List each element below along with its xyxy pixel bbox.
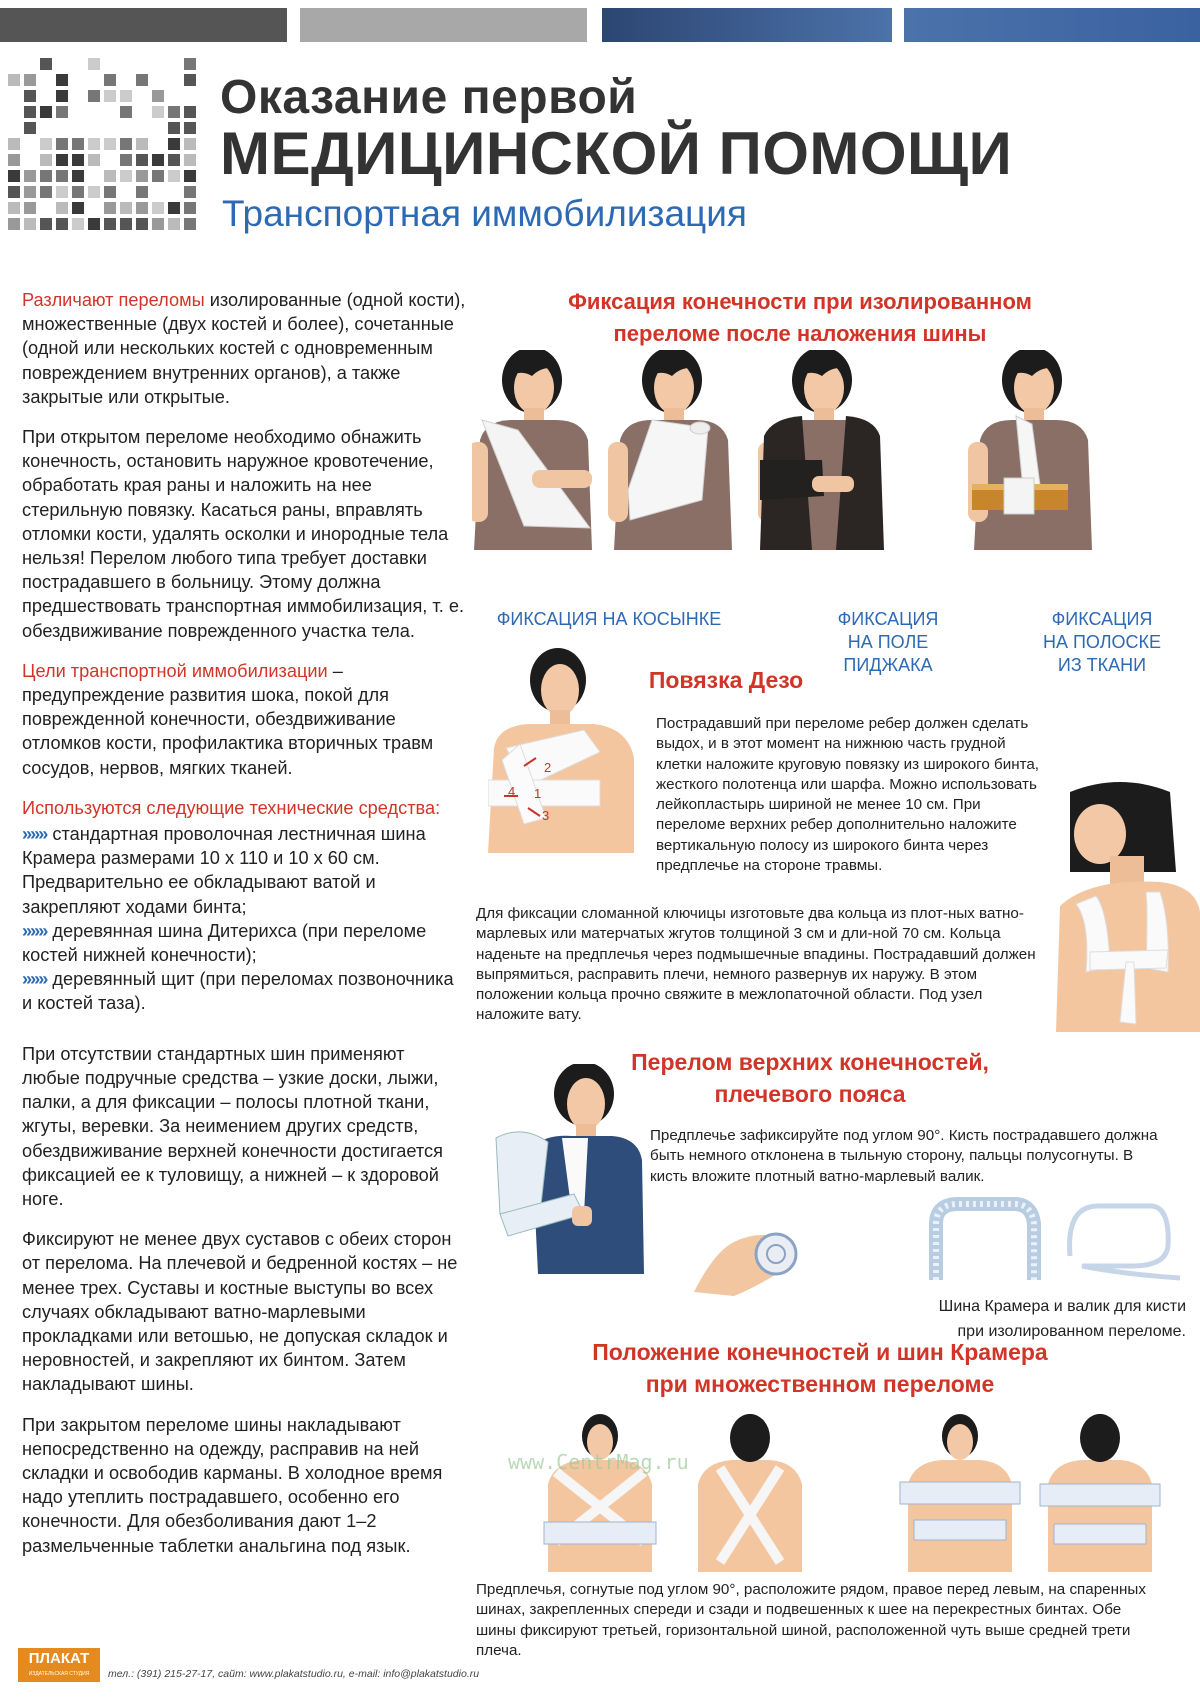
page-title-line1: Оказание первой — [220, 71, 638, 124]
goals-text: – предупреждение развития шока, покой для поврежденной конечности, обездвиживание отломков кости, профилактика вторичных травм сосудов, нервов, мягких тканей. — [22, 660, 434, 778]
mosaic-square — [120, 202, 132, 214]
mosaic-square — [8, 154, 20, 166]
multiple-fracture-illustration — [540, 1412, 1180, 1572]
mosaic-square — [152, 154, 164, 166]
mosaic-square — [56, 218, 68, 230]
paragraph-open-fracture: При открытом переломе необходимо обнажить конечность, остановить наружное кровотечение, обработать края раны и наложить на нее стерильную повязку. Касаться раны, вправлять отломки кости, удалять осколки и инородные тела нельзя! Перелом любого типа требует доставки пострадавшего в больницу. Этому должна предшествовать транспортная иммобилизация, т. е. обездвиживание поврежденного участка тела. — [22, 427, 464, 641]
mosaic-square — [152, 170, 164, 182]
mosaic-square — [136, 186, 148, 198]
bullet-arrows-icon: »»» — [22, 824, 47, 845]
top-bar-blue — [904, 8, 1200, 42]
mosaic-square — [24, 202, 36, 214]
section1-heading-line2: переломе после наложения шины — [613, 321, 987, 346]
caption-jacket: ФИКСАЦИЯ НА ПОЛЕ ПИДЖАКА — [837, 609, 939, 675]
mosaic-square — [24, 218, 36, 230]
caption-fabric-strip: ФИКСАЦИЯ НА ПОЛОСКЕ ИЗ ТКАНИ — [1042, 609, 1162, 675]
dezo-text-ribs: Пострадавший при переломе ребер должен сделать выдох, и в этот момент на нижнюю часть грудной клетки наложите круговую повязку из широкого бинта, жесткого полотенца или шарфа. Можно использовать лейкопластырь шириной не менее 10 см. При переломе верхних ребер дополнительно наложите вертикальную полосу из широкого бинта через предплечье на стороне травмы. — [656, 715, 1040, 875]
mosaic-square — [72, 154, 84, 166]
mosaic-square — [8, 218, 20, 230]
step-label-3: 3 — [542, 808, 550, 823]
mosaic-square — [40, 106, 52, 118]
mosaic-square — [136, 74, 148, 86]
pixel-mosaic-decoration — [8, 58, 213, 243]
mosaic-square — [56, 106, 68, 118]
mosaic-square — [40, 218, 52, 230]
mosaic-square — [24, 170, 36, 182]
mosaic-square — [24, 74, 36, 86]
mosaic-square — [24, 122, 36, 134]
mosaic-square — [88, 186, 100, 198]
tools-heading: Используются следующие технические средства: — [22, 797, 441, 818]
mosaic-square — [104, 202, 116, 214]
top-bar-grey — [300, 8, 587, 42]
caption-kerchief: ФИКСАЦИЯ НА КОСЫНКЕ — [496, 609, 722, 629]
fracture-types-text: изолированные (одной кости), множественные (двух костей и более), сочетанные (одной или нескольких костей с одновременным повреждением внутренних органов), а также закрытые или открытые. — [22, 290, 466, 407]
section1-heading-line1: Фиксация конечности при изолированном — [568, 289, 1032, 314]
mosaic-square — [88, 58, 100, 70]
top-bar-navy — [602, 8, 892, 42]
mosaic-square — [40, 186, 52, 198]
mosaic-square — [56, 202, 68, 214]
mosaic-square — [120, 218, 132, 230]
mosaic-square — [56, 170, 68, 182]
mosaic-square — [184, 202, 196, 214]
mosaic-square — [8, 138, 20, 150]
mosaic-square — [120, 138, 132, 150]
mosaic-square — [72, 202, 84, 214]
mosaic-square — [56, 154, 68, 166]
step-label-4: 4 — [508, 784, 516, 799]
goals-lead: Цели транспортной иммобилизации — [22, 660, 328, 681]
mosaic-square — [88, 154, 100, 166]
mosaic-square — [104, 186, 116, 198]
mosaic-square — [136, 154, 148, 166]
mosaic-square — [168, 106, 180, 118]
page-title-line2: МЕДИЦИНСКОЙ ПОМОЩИ — [220, 120, 1013, 187]
mosaic-square — [104, 138, 116, 150]
mosaic-square — [168, 202, 180, 214]
mosaic-square — [40, 138, 52, 150]
mosaic-square — [56, 74, 68, 86]
mosaic-square — [8, 74, 20, 86]
mosaic-square — [152, 202, 164, 214]
paragraph-goals — [22, 659, 467, 780]
mosaic-square — [184, 170, 196, 182]
mosaic-square — [24, 90, 36, 102]
footer-contacts: тел.: (391) 215-27-17, сайт: www.plakatstudio.ru, e-mail: info@plakatstudio.ru — [108, 1668, 480, 1680]
mosaic-square — [40, 170, 52, 182]
mosaic-square — [104, 74, 116, 86]
mosaic-square — [168, 218, 180, 230]
hand-roll-illustration — [694, 1192, 804, 1302]
mosaic-square — [24, 106, 36, 118]
sling-figures-illustration — [472, 350, 1192, 590]
publisher-logo: ПЛАКАТ ИЗДАТЕЛЬСКАЯ СТУДИЯ — [18, 1648, 100, 1682]
mosaic-square — [120, 90, 132, 102]
mosaic-square — [72, 186, 84, 198]
mosaic-square — [184, 186, 196, 198]
mosaic-square — [88, 90, 100, 102]
paragraph-improvised-means: При отсутствии стандартных шин применяют любые подручные средства – узкие доски, лыжи, палки, а для фиксации – полосы плотной ткани, жгуты, веревки. За неимением других средств, обездвиживание верхней конечности достигается фиксацией ее к туловищу, а нижней – к здоровой ноге. — [22, 1043, 443, 1209]
mosaic-square — [88, 138, 100, 150]
mosaic-square — [40, 154, 52, 166]
mosaic-square — [8, 170, 20, 182]
mosaic-square — [152, 106, 164, 118]
mosaic-square — [184, 74, 196, 86]
mosaic-square — [120, 154, 132, 166]
mosaic-square — [88, 218, 100, 230]
mosaic-square — [184, 122, 196, 134]
paragraph-fracture-types — [22, 288, 467, 409]
kramer-caption: Шина Крамера и валик для кисти при изолированном переломе. — [938, 1298, 1186, 1340]
page-subtitle: Транспортная иммобилизация — [222, 193, 747, 234]
mosaic-square — [136, 218, 148, 230]
fracture-types-lead: Различают переломы — [22, 290, 205, 310]
list-item: »»» стандартная проволочная лестничная шина Крамера размерами 10 х 110 и 10 х 60 см. Предварительно ее обкладывают ватой и закрепляют ходами бинта; — [22, 824, 426, 917]
step-label-2: 2 — [544, 760, 552, 775]
upper-limb-text: Предплечье зафиксируйте под углом 90°. Кисть пострадавшего должна быть немного отклонена в тыльную сторону, пальцы полусогнуты. В кисть вложите плотный ватно-марлевый валик. — [650, 1127, 1158, 1185]
mosaic-square — [184, 106, 196, 118]
mosaic-square — [184, 138, 196, 150]
list-item: »»» деревянная шина Дитерихса (при переломе костей нижней конечности); — [22, 920, 427, 966]
section4-heading: Положение конечностей и шин Крамера при множественном переломе — [592, 1339, 1048, 1397]
mosaic-square — [8, 202, 20, 214]
upper-limb-splint-illustration — [492, 1064, 662, 1284]
top-bar-dark — [0, 8, 287, 42]
mosaic-square — [184, 154, 196, 166]
mosaic-square — [56, 138, 68, 150]
mosaic-square — [104, 90, 116, 102]
mosaic-square — [136, 138, 148, 150]
section2-heading: Повязка Дезо — [648, 667, 804, 693]
mosaic-square — [168, 154, 180, 166]
mosaic-square — [184, 218, 196, 230]
mosaic-square — [104, 218, 116, 230]
mosaic-square — [168, 170, 180, 182]
mosaic-square — [136, 202, 148, 214]
section3-heading: Перелом верхних конечностей, плечевого пояса — [631, 1049, 989, 1107]
bullet-arrows-icon: »»» — [22, 920, 47, 941]
paragraph-joints: Фиксируют не менее двух суставов с обеих сторон от перелома. На плечевой и бедренной костях – не менее трех. Суставы и костные выступы во всех случаях обкладывают ватно-марлевыми прокладками или ветошью, не допуская складок и неровностей, и закрепляют их бинтом. Затем накладывают шины. — [22, 1229, 458, 1395]
mosaic-square — [104, 170, 116, 182]
mosaic-square — [152, 218, 164, 230]
mosaic-square — [120, 106, 132, 118]
tools-list — [22, 822, 467, 1016]
left-column-text — [22, 288, 467, 1574]
mosaic-square — [40, 58, 52, 70]
mosaic-square — [72, 170, 84, 182]
section1-heading — [500, 286, 1100, 350]
mosaic-square — [56, 90, 68, 102]
paragraph-closed-fracture: При закрытом переломе шины накладывают непосредственно на одежду, расправив на ней складки и освободив карманы. В холодное время надо утеплить пострадавшего, особенно его конечности. Для обезболивания дают 1–2 размельченные таблетки анальгина под язык. — [22, 1414, 443, 1556]
multiple-fracture-text: Предплечья, согнутые под углом 90°, расположите рядом, правое перед левым, на спаренных шинах, закрепленных спереди и сзади и подвешенных к шее на перекрестных бинтах. Обе шины фиксируют третьей, горизонтальной шиной, расположенной чуть выше средней трети плеча. — [476, 1581, 1146, 1659]
mosaic-square — [72, 138, 84, 150]
mosaic-square — [168, 138, 180, 150]
dezo-bandage-illustration — [488, 648, 648, 853]
bullet-arrows-icon: »»» — [22, 969, 47, 990]
mosaic-square — [152, 90, 164, 102]
clavicle-rings-illustration — [1050, 782, 1200, 1032]
kramer-splint-illustration — [922, 1196, 1182, 1286]
watermark: www.CentrMag.ru — [508, 1450, 689, 1474]
dezo-text-clavicle: Для фиксации сломанной ключицы изготовьте два кольца из плот-ных ватно-марлевых или матерчатых жгутов толщиной 3 см и дли-ной 70 см. Кольца наденьте на предплечья через подмышечные впадины. Пострадавший должен выпрямиться, расправить плечи, немного развернув их наружу. В этом положении кольца прочно свяжите в межлопаточной области. Под узел наложите вату. — [476, 905, 1036, 1024]
mosaic-square — [168, 122, 180, 134]
step-label-1: 1 — [534, 786, 542, 801]
mosaic-square — [136, 170, 148, 182]
mosaic-square — [184, 58, 196, 70]
mosaic-square — [8, 186, 20, 198]
list-item: »»» деревянный щит (при переломах позвоночника и костей таза). — [22, 969, 454, 1014]
mosaic-square — [120, 170, 132, 182]
mosaic-square — [24, 186, 36, 198]
mosaic-square — [56, 186, 68, 198]
mosaic-square — [72, 218, 84, 230]
